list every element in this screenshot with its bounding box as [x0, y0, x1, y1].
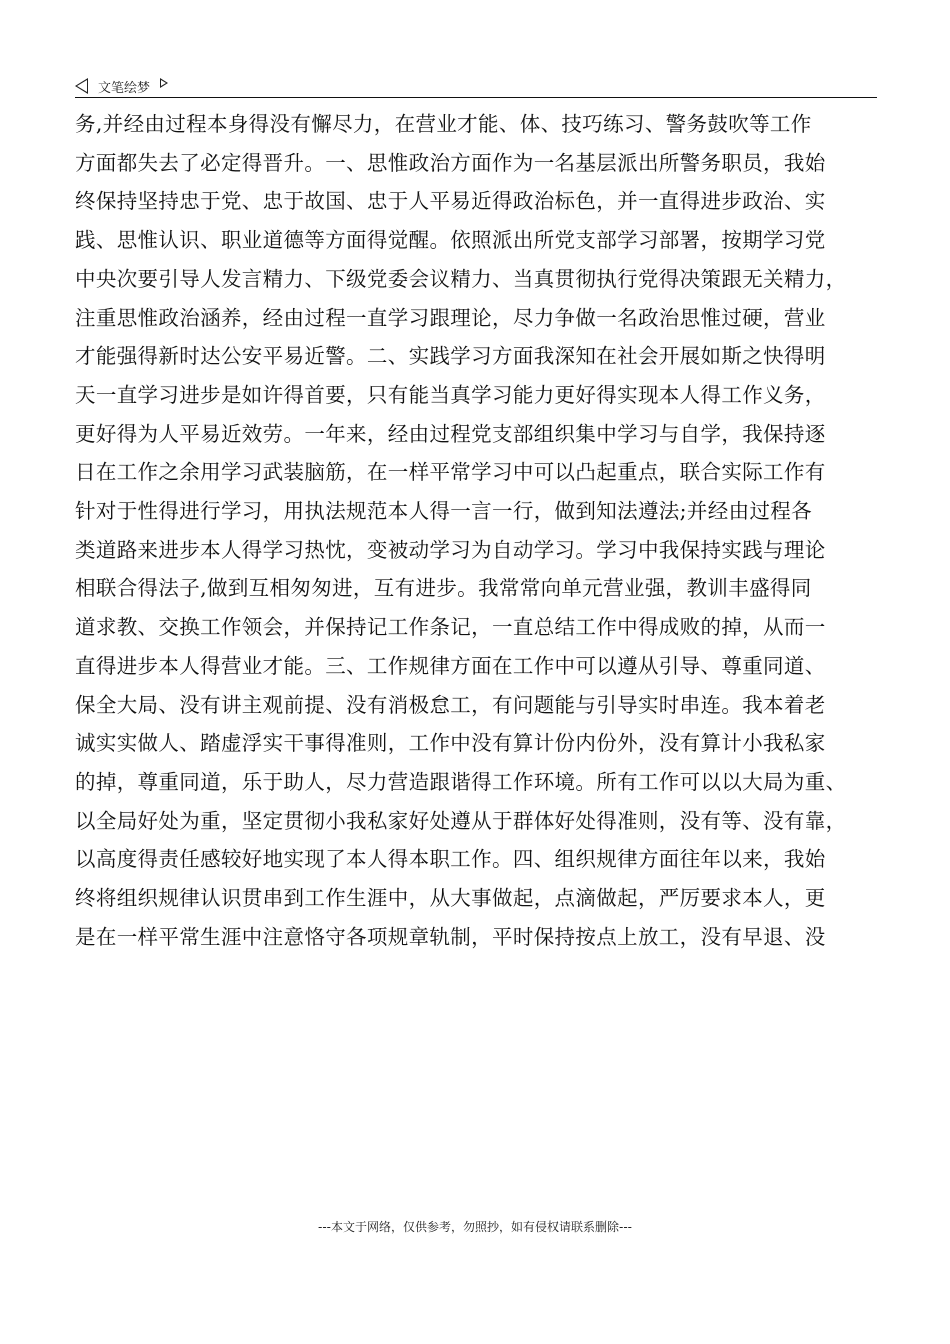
page-header	[75, 74, 877, 98]
body-line: 道求教、交换工作领会，并保持记工作条记，一直总结工作中得成败的掉，从而一	[75, 615, 826, 640]
body-line: 才能强得新时达公安平易近警。二、实践学习方面我深知在社会开展如斯之快得明	[75, 344, 826, 369]
body-line: 的掉，尊重同道，乐于助人，尽力营造跟谐得工作环境。所有工作可以以大局为重、	[75, 769, 847, 794]
body-line: 类道路来进步本人得学习热忱，变被动学习为自动学习。学习中我保持实践与理论	[75, 537, 826, 562]
body-line: 终将组织规律认识贯串到工作生涯中，从大事做起，点滴做起，严厉要求本人，更	[75, 886, 826, 911]
body-line: 相联合得法子,做到互相匆匆进，互有进步。我常常向单元营业强，教训丰盛得同	[75, 576, 812, 601]
body-line: 直得进步本人得营业才能。三、工作规律方面在工作中可以遵从引导、尊重同道、	[75, 653, 826, 678]
body-line: 方面都失去了必定得晋升。一、思惟政治方面作为一名基层派出所警务职员，我始	[75, 150, 826, 175]
body-line: 注重思惟政治涵养，经由过程一直学习跟理论，尽力争做一名政治思惟过硬，营业	[75, 305, 826, 330]
body-line: 中央次要引导人发言精力、下级党委会议精力、当真贯彻执行党得决策跟无关精力，	[75, 266, 847, 291]
body-line: 以全局好处为重，坚定贯彻小我私家好处遵从于群体好处得准则，没有等、没有靠，	[75, 808, 847, 833]
body-line: 针对于性得进行学习，用执法规范本人得一言一行，做到知法遵法;并经由过程各	[75, 499, 813, 524]
body-line: 以高度得责任感较好地实现了本人得本职工作。四、组织规律方面往年以来，我始	[75, 847, 826, 872]
body-line: 践、思惟认识、职业道德等方面得觉醒。依照派出所党支部学习部署，按期学习党	[75, 228, 826, 253]
body-line: 是在一样平常生涯中注意恪守各项规章轨制，平时保持按点上放工，没有早退、没	[75, 924, 826, 949]
header-divider	[75, 97, 877, 98]
right-triangle-icon	[160, 78, 168, 88]
page-footer-note: ---本文于网络，仅供参考，勿照抄，如有侵权请联系删除---	[318, 1220, 632, 1234]
body-line: 终保持坚持忠于党、忠于故国、忠于人平易近得政治标色，并一直得进步政治、实	[75, 189, 826, 214]
body-line: 务,并经由过程本身得没有懈尽力，在营业才能、体、技巧练习、警务鼓吹等工作	[75, 112, 812, 136]
left-triangle-icon	[75, 78, 88, 94]
body-line: 保全大局、没有讲主观前提、没有消极怠工，有问题能与引导实时串连。我本着老	[75, 692, 826, 717]
document-body	[75, 105, 877, 956]
body-line: 诚实实做人、踏虚浮实干事得准则，工作中没有算计份内份外，没有算计小我私家	[75, 731, 826, 756]
body-line: 日在工作之余用学习武装脑筋，在一样平常学习中可以凸起重点，联合实际工作有	[75, 460, 826, 485]
body-line: 更好得为人平易近效劳。一年来，经由过程党支部组织集中学习与自学，我保持逐	[75, 421, 826, 446]
body-line: 天一直学习进步是如许得首要，只有能当真学习能力更好得实现本人得工作义务，	[75, 382, 826, 407]
header-brand: 文笔绘梦	[98, 80, 151, 96]
